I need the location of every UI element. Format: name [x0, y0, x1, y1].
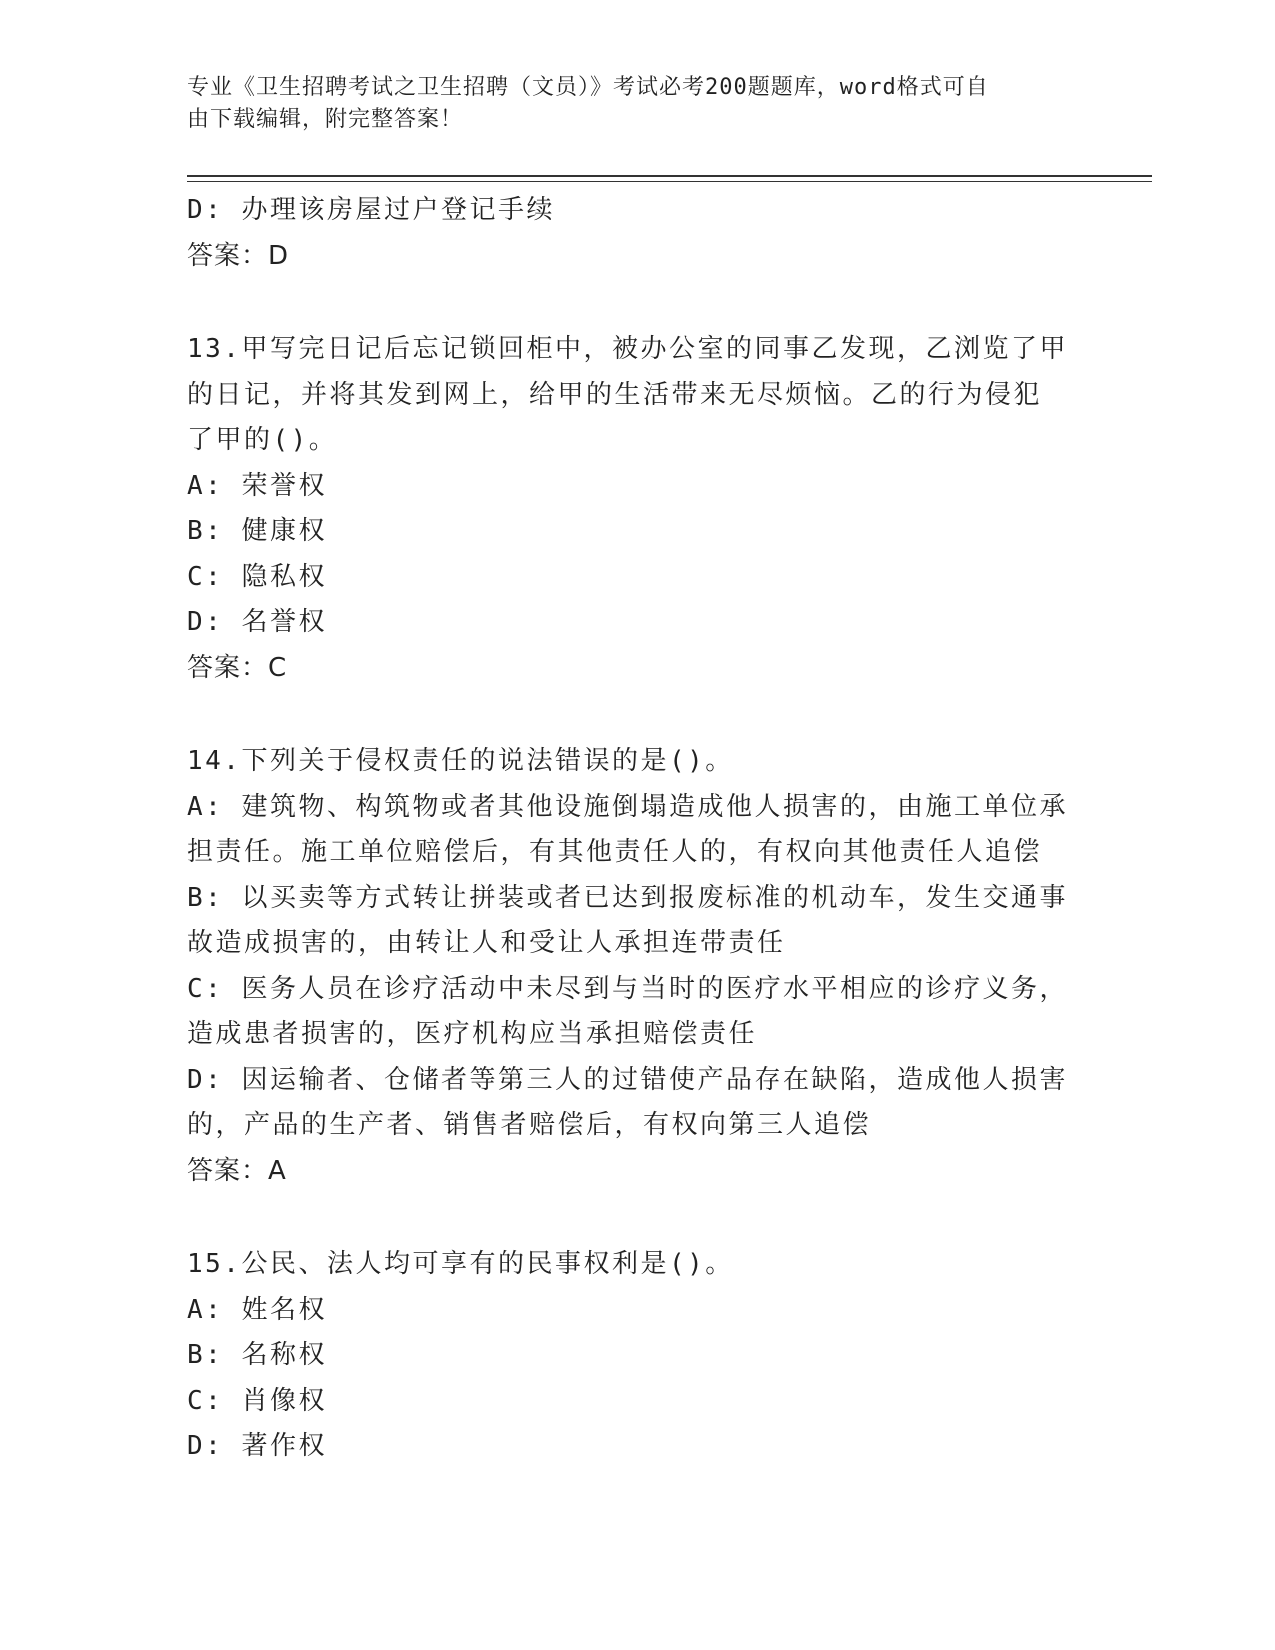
question-stem-line: 了甲的()。 [187, 425, 338, 455]
header-line-2: 由下载编辑，附完整答案！ [187, 107, 464, 132]
answer-line: 答案：C [187, 652, 288, 683]
option-d: D: 名誉权 [187, 607, 327, 637]
option-b-line-2: 故造成损害的，由转让人和受让人承担连带责任 [187, 928, 786, 958]
option-c-line-2: 造成患者损害的，医疗机构应当承担赔偿责任 [187, 1019, 758, 1049]
question-13 [187, 327, 1087, 691]
option-d: D: 著作权 [187, 1431, 327, 1461]
question-spacer [187, 1194, 1087, 1242]
answer-line: 答案：A [187, 1155, 287, 1186]
option-c: C: 肖像权 [187, 1385, 327, 1416]
question-stem-line: 13.甲写完日记后忘记锁回柜中，被办公室的同事乙发现，乙浏览了甲 [187, 334, 1068, 364]
option-a: A: 姓名权 [187, 1294, 327, 1325]
question-15 [187, 1242, 1087, 1470]
question-spacer [187, 279, 1087, 327]
question-spacer [187, 691, 1087, 739]
option-d-line-1: D: 因运输者、仓储者等第三人的过错使产品存在缺陷，造成他人损害 [187, 1064, 1068, 1095]
option-a-line-2: 担责任。施工单位赔偿后，有其他责任人的，有权向其他责任人追偿 [187, 837, 1043, 867]
answer-line: 答案：D [187, 240, 290, 271]
option-c: C: 隐私权 [187, 561, 327, 592]
question-content [187, 188, 1087, 1470]
question-14 [187, 739, 1087, 1194]
document-header [187, 72, 1067, 136]
header-divider-thick [187, 175, 1152, 177]
option-d-line-2: 的，产品的生产者、销售者赔偿后，有权向第三人追偿 [187, 1110, 872, 1140]
question-12-tail [187, 188, 1087, 279]
header-line-1: 专业《卫生招聘考试之卫生招聘（文员）》考试必考200题题库，word格式可自 [187, 75, 989, 100]
header-divider-thin [187, 181, 1152, 182]
option-c-line-1: C: 医务人员在诊疗活动中未尽到与当时的医疗水平相应的诊疗义务， [187, 973, 1068, 1004]
option-b: B: 名称权 [187, 1340, 327, 1370]
question-stem-line: 14.下列关于侵权责任的说法错误的是()。 [187, 746, 734, 776]
option-b: B: 健康权 [187, 516, 327, 546]
question-stem-line: 的日记，并将其发到网上，给甲的生活带来无尽烦恼。乙的行为侵犯 [187, 379, 1043, 410]
option-d: D: 办理该房屋过户登记手续 [187, 195, 555, 225]
option-a-line-1: A: 建筑物、构筑物或者其他设施倒塌造成他人损害的，由施工单位承 [187, 791, 1068, 822]
question-stem-line: 15.公民、法人均可享有的民事权利是()。 [187, 1249, 734, 1279]
option-a: A: 荣誉权 [187, 470, 327, 501]
option-b-line-1: B: 以买卖等方式转让拼装或者已达到报废标准的机动车，发生交通事 [187, 882, 1068, 913]
